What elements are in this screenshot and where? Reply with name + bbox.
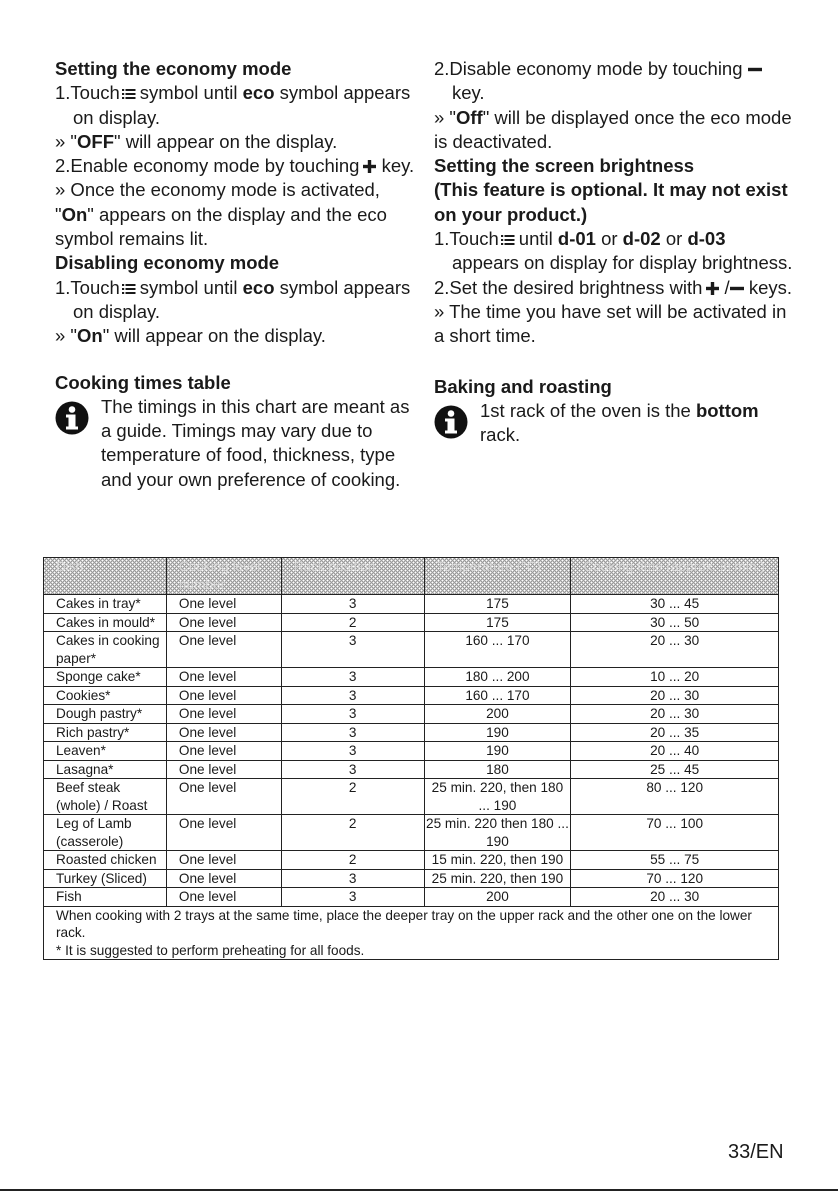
table-row [44,815,779,851]
info-icon [434,405,468,439]
economy-step-1: 1.Touch symbol until eco symbol appears on display. [55,82,411,128]
disable-step-1: 1.Touch symbol until eco symbol appears on display. [55,276,411,322]
cell-temperature: 200 [424,705,571,724]
table-row [44,668,779,687]
cell-temperature: 25 min. 220 then 180 ... 190 [426,816,569,849]
cell-level: One level [166,888,281,907]
page-number: 33/EN [728,1141,784,1163]
cell-time: 20 ... 30 [571,705,779,724]
menu-icon [122,283,136,295]
cell-level: One level [166,686,281,705]
left-column [55,57,415,492]
plus-icon [706,282,719,295]
cell-temperature: 190 [424,723,571,742]
cell-dish: Turkey (Sliced) [44,869,167,888]
rack-note-text: 1st rack of the oven is the bottom rack. [480,399,759,446]
cell-level: One level [166,668,281,687]
cell-temperature: 180 [424,760,571,779]
cell-temperature: 175 [424,595,571,614]
cell-time: 20 ... 40 [571,742,779,761]
cell-rack: 3 [281,888,424,907]
cell-time: 25 ... 45 [571,760,779,779]
cell-dish: Beef steak (whole) / Roast [44,779,167,815]
cell-dish: Dough pastry* [44,705,167,724]
table-row [44,686,779,705]
cell-rack: 2 [281,779,424,815]
cell-time: 55 ... 75 [571,851,779,870]
cell-level: One level [166,705,281,724]
cell-temperature: 200 [424,888,571,907]
cell-rack: 2 [281,613,424,632]
cell-temperature: 190 [424,742,571,761]
cell-dish: Cakes in tray* [44,595,167,614]
cell-rack: 3 [281,705,424,724]
menu-icon [122,88,136,100]
cell-level: One level [166,760,281,779]
disable-step-2: 2.Disable economy mode by touching key. [434,57,794,106]
table-row [44,613,779,632]
cell-dish: Lasagna* [44,760,167,779]
economy-step-2: 2.Enable economy mode by touching key. [55,155,415,177]
cell-rack: 3 [281,668,424,687]
cell-temperature: 25 min. 220, then 180 ... 190 [424,779,571,815]
plus-icon [363,160,376,173]
menu-icon [501,234,515,246]
cell-level: One level [166,595,281,614]
cooking-times-heading: Cooking times table [55,371,231,393]
cell-rack: 3 [281,686,424,705]
brightness-optional-note: (This feature is optional. It may not exist on your product.) [434,179,788,225]
timing-note [55,395,415,492]
cell-level: One level [166,779,281,815]
cell-level: One level [166,723,281,742]
cell-rack: 3 [281,742,424,761]
cell-dish: Fish [44,888,167,907]
table-row [44,595,779,614]
minus-icon [748,63,762,76]
economy-mode-heading: Setting the economy mode [55,58,292,79]
table-row [44,632,779,668]
cell-level: One level [166,815,281,851]
cell-dish: Cakes in cooking paper* [44,632,167,668]
header-dish: Dish [44,558,167,595]
table-header-row [44,558,779,595]
cell-dish: Cookies* [44,686,167,705]
two-trays-note: When cooking with 2 trays at the same time, place the deeper tray on the upper rack and the other one on the lower rack. [56,907,752,940]
cell-time: 30 ... 45 [571,595,779,614]
cell-rack: 3 [281,632,424,668]
cell-time: 10 ... 20 [571,668,779,687]
table-row [44,742,779,761]
cell-rack: 2 [281,851,424,870]
cell-temperature: 175 [424,613,571,632]
cell-level: One level [166,742,281,761]
table-row [44,869,779,888]
cell-dish: Roasted chicken [44,851,167,870]
disable-result-1: » "On" will appear on the display. [55,325,326,347]
cell-level: One level [166,613,281,632]
header-cooking-level: Cooking level number [166,558,281,595]
brightness-heading: Setting the screen brightness [434,155,695,177]
table-row [44,779,779,815]
cell-temperature: 160 ... 170 [424,632,571,668]
brightness-result: » The time you have set will be activated in a short time. [434,300,787,347]
cell-temperature: 15 min. 220, then 190 [424,851,571,870]
brightness-step-1: 1.Touch until d-01 or d-02 or d-03 appears on display for display brightness. [434,228,793,274]
cell-time: 70 ... 120 [571,869,779,888]
cell-rack: 3 [281,760,424,779]
economy-result-2: » Once the economy mode is activated, "On" appears on the display and the eco symbol remains lit. [55,179,387,250]
table-row [44,760,779,779]
cell-temperature: 160 ... 170 [424,686,571,705]
info-icon [55,401,89,435]
cell-dish: Rich pastry* [44,723,167,742]
cell-dish: Sponge cake* [44,668,167,687]
cell-rack: 3 [281,869,424,888]
cell-time: 80 ... 120 [571,779,779,815]
cell-rack: 3 [281,723,424,742]
table-footnote-row [44,906,779,960]
table-row [44,888,779,907]
brightness-step-2: 2.Set the desired brightness with / keys. [434,276,793,298]
table-row [44,851,779,870]
cell-time: 20 ... 30 [571,632,779,668]
table-row [44,705,779,724]
cell-dish: Leaven* [44,742,167,761]
cell-time: 20 ... 35 [571,723,779,742]
table-footnote [44,906,779,960]
economy-result-1: » "OFF" will appear on the display. [55,130,338,152]
right-column [434,57,794,447]
header-rack-position: Rack position [281,558,424,595]
cell-rack: 2 [281,815,424,851]
cell-level: One level [166,632,281,668]
cell-temperature: 180 ... 200 [424,668,571,687]
cell-time: 70 ... 100 [571,815,779,851]
cooking-times-table [43,557,779,960]
cell-time: 20 ... 30 [571,686,779,705]
disable-result-2: » "Off" will be displayed once the eco mode is deactivated. [434,106,792,152]
cell-time: 20 ... 30 [571,888,779,907]
cell-level: One level [166,851,281,870]
cell-dish: Leg of Lamb (casserole) [44,815,167,851]
header-temperature: Temperature (°C) [424,558,571,595]
cell-temperature: 25 min. 220, then 190 [424,869,571,888]
preheating-note: * It is suggested to perform preheating for all foods. [56,942,365,958]
baking-roasting-heading: Baking and roasting [434,375,612,397]
table-row [44,723,779,742]
cell-dish: Cakes in mould* [44,613,167,632]
timing-note-text: The timings in this chart are meant as a guide. Timings may vary due to temperature of food, thickness, type and your own preference of cooking. [101,395,410,490]
cell-level: One level [166,869,281,888]
rack-note [434,399,794,448]
cell-rack: 3 [281,595,424,614]
cell-time: 30 ... 50 [571,613,779,632]
minus-icon [730,282,744,295]
header-cooking-time: Cooking time (approx. in min.) [571,558,779,595]
disable-economy-heading: Disabling economy mode [55,252,280,274]
